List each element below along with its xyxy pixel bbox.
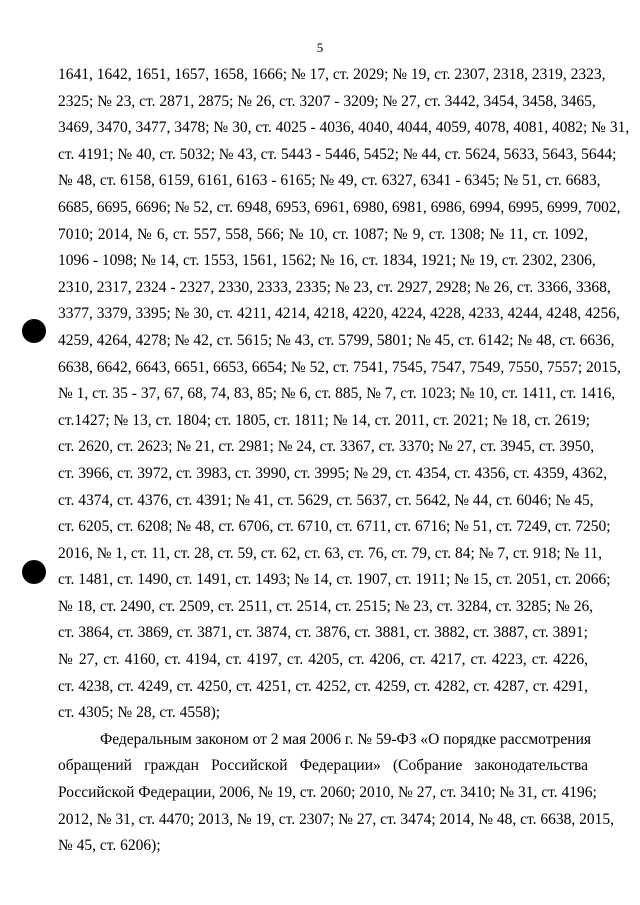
text-line: 7010; 2014, № 6, ст. 557, 558, 566; № 10, ст. 1087; № 9, ст. 1308; № 11, ст. 1092,	[58, 225, 588, 243]
text-line: Федеральным законом от 2 мая 2006 г. № 59-ФЗ «О порядке рассмотрения	[100, 730, 592, 748]
text-line: ст. 3864, ст. 3869, ст. 3871, ст. 3874, ст. 3876, ст. 3881, ст. 3882, ст. 3887, ст. 3891;	[58, 624, 588, 642]
text-line: 3377, 3379, 3395; № 30, ст. 4211, 4214, 4218, 4220, 4224, 4228, 4233, 4244, 4248, 4256,	[58, 305, 620, 323]
text-line: 2310, 2317, 2324 - 2327, 2330, 2333, 2335; № 23, ст. 2927, 2928; № 26, ст. 3366, 3368,	[58, 278, 611, 296]
text-line: № 18, ст. 2490, ст. 2509, ст. 2511, ст. 2514, ст. 2515; № 23, ст. 3284, ст. 3285; № 26,	[58, 597, 594, 615]
text-line: № 27, ст. 4160, ст. 4194, ст. 4197, ст. 4205, ст. 4206, ст. 4217, ст. 4223, ст. 4226,	[58, 651, 588, 669]
text-line: 2325; № 23, ст. 2871, 2875; № 26, ст. 3207 - 3209; № 27, ст. 3442, 3454, 3458, 3465,	[58, 92, 596, 110]
text-line: 3469, 3470, 3477, 3478; № 30, ст. 4025 - 4036, 4040, 4044, 4059, 4078, 4081, 4082; № 31,	[58, 119, 630, 137]
text-line: ст.1427; № 13, ст. 1804; ст. 1805, ст. 1811; № 14, ст. 2011, ст. 2021; № 18, ст. 2619;	[58, 411, 590, 429]
text-line: ст. 4374, ст. 4376, ст. 4391; № 41, ст. 5629, ст. 5637, ст. 5642, № 44, ст. 6046; № 45,	[58, 491, 594, 509]
text-line: 1096 - 1098; № 14, ст. 1553, 1561, 1562; № 16, ст. 1834, 1921; № 19, ст. 2302, 2306,	[58, 252, 596, 270]
text-line: 4259, 4264, 4278; № 42, ст. 5615; № 43, ст. 5799, 5801; № 45, ст. 6142; № 48, ст. 6636,	[58, 331, 615, 349]
text-line: ст. 1481, ст. 1490, ст. 1491, ст. 1493; № 14, ст. 1907, ст. 1911; № 15, ст. 2051, ст. 2066;	[58, 571, 611, 589]
text-line: обращений граждан Российской Федерации» (Собрание законодательства	[58, 757, 588, 775]
law-paragraph	[58, 727, 615, 860]
text-line: 1641, 1642, 1651, 1657, 1658, 1666; № 17, ст. 2029; № 19, ст. 2307, 2318, 2319, 2323,	[58, 66, 606, 83]
text-line: ст. 6205, ст. 6208; № 48, ст. 6706, ст. 6710, ст. 6711, ст. 6716; № 51, ст. 7249, ст. 7250;	[58, 518, 611, 536]
text-line: Российской Федерации, 2006, № 19, ст. 2060; 2010, № 27, ст. 3410; № 31, ст. 4196;	[58, 784, 597, 802]
punch-hole	[22, 319, 46, 343]
text-line: № 48, ст. 6158, 6159, 6161, 6163 - 6165; № 49, ст. 6327, 6341 - 6345; № 51, ст. 6683,	[58, 172, 601, 190]
text-line: ст. 4305; № 28, ст. 4558);	[58, 704, 221, 722]
text-line: 6638, 6642, 6643, 6651, 6653, 6654; № 52, ст. 7541, 7545, 7547, 7549, 7550, 7557; 2015,	[58, 358, 621, 376]
text-line: 2016, № 1, ст. 11, ст. 28, ст. 59, ст. 62, ст. 63, ст. 76, ст. 79, ст. 84; № 7, ст. 918; № 11,	[58, 544, 602, 562]
text-line: 6685, 6695, 6696; № 52, ст. 6948, 6953, 6961, 6980, 6981, 6986, 6994, 6995, 6999, 7002,	[58, 198, 621, 216]
text-line: № 1, ст. 35 - 37, 67, 68, 74, 83, 85; № 6, ст. 885, № 7, ст. 1023; № 10, ст. 1411, ст. 1416,	[58, 385, 616, 403]
text-line: ст. 2620, ст. 2623; № 21, ст. 2981; № 24, ст. 3367, ст. 3370; № 27, ст. 3945, ст. 3950,	[58, 438, 595, 456]
page-number: 5	[316, 40, 324, 55]
text-line: ст. 4191; № 40, ст. 5032; № 43, ст. 5443 - 5446, 5452; № 44, ст. 5624, 5633, 5643, 5644;	[58, 145, 617, 163]
text-line: № 45, ст. 6206);	[58, 837, 161, 855]
citation-block	[58, 62, 630, 727]
text-line: ст. 4238, ст. 4249, ст. 4250, ст. 4251, ст. 4252, ст. 4259, ст. 4282, ст. 4287, ст. 4291,	[58, 677, 588, 695]
punch-hole	[22, 560, 46, 584]
text-line: 2012, № 31, ст. 4470; 2013, № 19, ст. 2307; № 27, ст. 3474; 2014, № 48, ст. 6638, 2015,	[58, 810, 615, 828]
text-line: ст. 3966, ст. 3972, ст. 3983, ст. 3990, ст. 3995; № 29, ст. 4354, ст. 4356, ст. 4359, 4362,	[58, 464, 608, 482]
document-body	[58, 62, 630, 860]
